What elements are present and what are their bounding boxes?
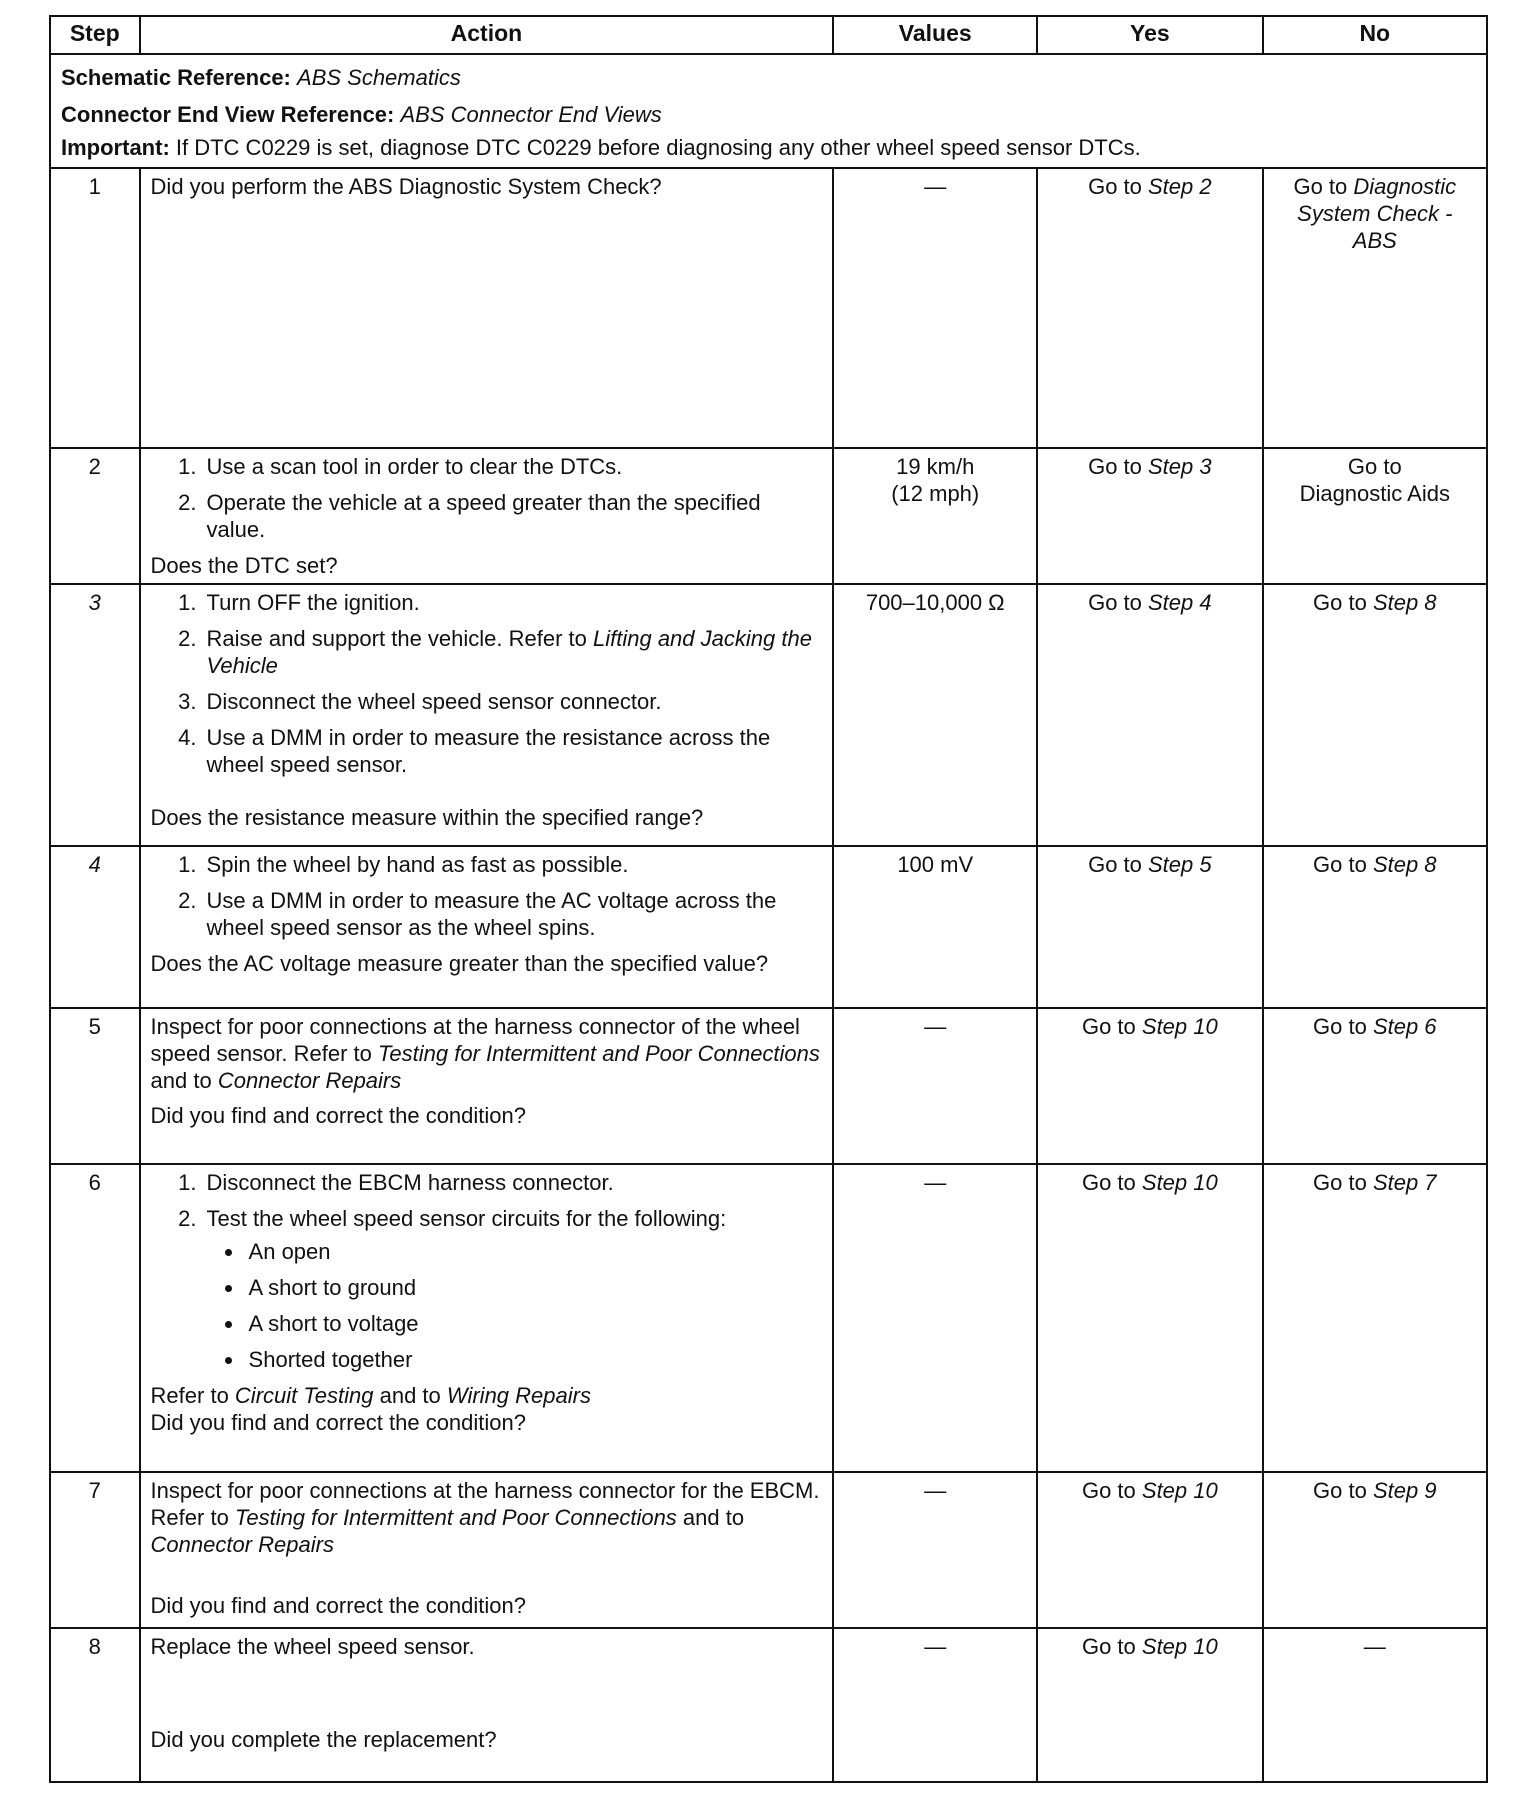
yes-prefix: Go to bbox=[1081, 1478, 1142, 1503]
header-row bbox=[50, 16, 1487, 54]
schematic-link[interactable]: ABS Schematics bbox=[297, 65, 461, 90]
action-question: Did you find and correct the condition? bbox=[150, 1410, 526, 1435]
yes-cell bbox=[1037, 448, 1262, 584]
action-step: 2. Operate the vehicle at a speed greater than the specified value. bbox=[203, 489, 823, 543]
action-steps bbox=[151, 1169, 823, 1373]
yes-link[interactable]: Step 3 bbox=[1148, 454, 1212, 479]
header-action: Action bbox=[140, 16, 834, 54]
action-step: 1. Disconnect the EBCM harness connector. bbox=[203, 1169, 823, 1196]
table-row bbox=[50, 846, 1487, 1008]
schematic-reference bbox=[61, 59, 1476, 96]
action-steps bbox=[151, 589, 823, 778]
important-note bbox=[61, 133, 1476, 163]
action-cell bbox=[140, 1008, 834, 1164]
refer-text bbox=[151, 1382, 823, 1409]
action-step: 1. Spin the wheel by hand as fast as possible. bbox=[203, 851, 823, 878]
yes-prefix: Go to bbox=[1088, 852, 1148, 877]
value-cell: — bbox=[833, 1628, 1037, 1782]
connector-repairs-link[interactable]: Connector Repairs bbox=[150, 1532, 334, 1557]
action-step: 2. Use a DMM in order to measure the AC voltage across the wheel speed sensor as the wheel spins. bbox=[203, 887, 823, 941]
yes-cell bbox=[1037, 1472, 1262, 1628]
lifting-link[interactable]: Lifting and Jacking the Vehicle bbox=[206, 626, 812, 678]
table-row bbox=[50, 1628, 1487, 1782]
yes-prefix: Go to bbox=[1088, 174, 1148, 199]
connector-reference bbox=[61, 96, 1476, 133]
yes-prefix: Go to bbox=[1081, 1170, 1142, 1195]
action-question: Does the DTC set? bbox=[150, 553, 338, 578]
action-text: Did you perform the ABS Diagnostic System Check? bbox=[150, 174, 662, 199]
reference-row bbox=[50, 54, 1487, 168]
value-imperial: (12 mph) bbox=[891, 481, 980, 506]
value-cell: 700–10,000 Ω bbox=[833, 584, 1037, 846]
action-question: Did you find and correct the condition? bbox=[150, 1593, 526, 1618]
no-link[interactable]: Step 8 bbox=[1372, 852, 1437, 877]
no-prefix: Go to bbox=[1313, 1170, 1373, 1195]
header-yes: Yes bbox=[1037, 16, 1262, 54]
action-question: Did you complete the replacement? bbox=[150, 1727, 497, 1752]
yes-link[interactable]: Step 10 bbox=[1141, 1170, 1218, 1195]
step-number: 7 bbox=[50, 1472, 140, 1628]
yes-prefix: Go to bbox=[1081, 1634, 1142, 1659]
step-number: 4 bbox=[50, 846, 140, 1008]
action-text-part: and to bbox=[676, 1505, 745, 1530]
header-step: Step bbox=[50, 16, 140, 54]
value-cell: — bbox=[833, 1164, 1037, 1472]
action-step: 1. Turn OFF the ignition. bbox=[203, 589, 823, 616]
diagnostic-table bbox=[49, 15, 1488, 1783]
table-row bbox=[50, 448, 1487, 584]
table-row bbox=[50, 1164, 1487, 1472]
yes-link[interactable]: Step 10 bbox=[1141, 1634, 1218, 1659]
no-cell: — bbox=[1263, 1628, 1487, 1782]
action-cell bbox=[140, 1164, 834, 1472]
action-text bbox=[151, 1013, 823, 1094]
value-cell: — bbox=[833, 1472, 1037, 1628]
yes-link[interactable]: Step 4 bbox=[1148, 590, 1212, 615]
action-step-text: Raise and support the vehicle. Refer to bbox=[206, 626, 593, 651]
no-cell bbox=[1263, 448, 1487, 584]
action-cell bbox=[140, 168, 834, 448]
condition-item: • Shorted together bbox=[245, 1346, 823, 1373]
connector-label: Connector End View Reference: bbox=[61, 102, 395, 127]
connector-link[interactable]: ABS Connector End Views bbox=[400, 102, 662, 127]
value-cell: 100 mV bbox=[833, 846, 1037, 1008]
step-number: 3 bbox=[50, 584, 140, 846]
step-number: 1 bbox=[50, 168, 140, 448]
yes-link[interactable]: Step 10 bbox=[1141, 1478, 1218, 1503]
step-number: 8 bbox=[50, 1628, 140, 1782]
action-cell bbox=[140, 448, 834, 584]
no-link[interactable]: Step 6 bbox=[1372, 1014, 1437, 1039]
yes-cell bbox=[1037, 1628, 1262, 1782]
connector-repairs-link[interactable]: Connector Repairs bbox=[217, 1068, 402, 1093]
action-question: Did you find and correct the condition? bbox=[150, 1103, 526, 1128]
condition-item: • A short to voltage bbox=[245, 1310, 823, 1337]
testing-link[interactable]: Testing for Intermittent and Poor Connections bbox=[234, 1505, 677, 1530]
important-text: If DTC C0229 is set, diagnose DTC C0229 before diagnosing any other wheel speed sensor DTCs. bbox=[175, 135, 1141, 160]
no-cell bbox=[1263, 584, 1487, 846]
refer-prefix: Refer to bbox=[150, 1383, 235, 1408]
action-steps bbox=[151, 453, 823, 543]
action-text: Replace the wheel speed sensor. bbox=[150, 1634, 475, 1659]
action-text bbox=[151, 1477, 823, 1558]
action-steps bbox=[151, 851, 823, 941]
no-prefix: Go to bbox=[1313, 1014, 1373, 1039]
yes-prefix: Go to bbox=[1088, 590, 1148, 615]
no-link[interactable]: Step 7 bbox=[1372, 1170, 1437, 1195]
value-cell: — bbox=[833, 168, 1037, 448]
header-no: No bbox=[1263, 16, 1487, 54]
yes-link[interactable]: Step 10 bbox=[1141, 1014, 1218, 1039]
circuit-testing-link[interactable]: Circuit Testing bbox=[234, 1383, 374, 1408]
step-number: 6 bbox=[50, 1164, 140, 1472]
no-prefix: Go to bbox=[1293, 174, 1354, 199]
no-cell bbox=[1263, 846, 1487, 1008]
no-prefix: Go to bbox=[1313, 590, 1373, 615]
action-cell bbox=[140, 846, 834, 1008]
action-text-part: and to bbox=[150, 1068, 218, 1093]
yes-cell bbox=[1037, 846, 1262, 1008]
yes-prefix: Go to bbox=[1088, 454, 1148, 479]
action-step: 3. Disconnect the wheel speed sensor connector. bbox=[203, 688, 823, 715]
no-link[interactable]: Diagnostic Aids bbox=[1299, 481, 1450, 506]
no-link[interactable]: Step 9 bbox=[1372, 1478, 1437, 1503]
table-row bbox=[50, 1008, 1487, 1164]
yes-link[interactable]: Step 5 bbox=[1148, 852, 1212, 877]
action-step bbox=[203, 625, 823, 679]
yes-cell bbox=[1037, 168, 1262, 448]
step-number: 2 bbox=[50, 448, 140, 584]
condition-item: • An open bbox=[245, 1238, 823, 1265]
table-row bbox=[50, 584, 1487, 846]
important-label: Important: bbox=[61, 135, 170, 160]
no-link[interactable]: Diagnostic System Check - ABS bbox=[1297, 174, 1457, 253]
no-cell bbox=[1263, 168, 1487, 448]
no-cell bbox=[1263, 1008, 1487, 1164]
value-metric: 19 km/h bbox=[896, 454, 975, 479]
testing-link[interactable]: Testing for Intermittent and Poor Connections bbox=[378, 1041, 820, 1066]
no-cell bbox=[1263, 1164, 1487, 1472]
no-prefix: Go to bbox=[1347, 454, 1402, 479]
wiring-repairs-link[interactable]: Wiring Repairs bbox=[446, 1383, 591, 1408]
action-step-text: Test the wheel speed sensor circuits for the following: bbox=[206, 1206, 727, 1231]
step-number: 5 bbox=[50, 1008, 140, 1164]
yes-cell bbox=[1037, 584, 1262, 846]
no-cell bbox=[1263, 1472, 1487, 1628]
condition-item: • A short to ground bbox=[245, 1274, 823, 1301]
yes-link[interactable]: Step 2 bbox=[1148, 174, 1212, 199]
reference-block bbox=[50, 54, 1487, 168]
value-cell bbox=[833, 448, 1037, 584]
header-values: Values bbox=[833, 16, 1037, 54]
action-cell bbox=[140, 584, 834, 846]
yes-cell bbox=[1037, 1164, 1262, 1472]
condition-list bbox=[207, 1238, 823, 1373]
action-question: Does the resistance measure within the specified range? bbox=[150, 805, 704, 830]
action-step bbox=[203, 1205, 823, 1373]
no-prefix: Go to bbox=[1313, 1478, 1373, 1503]
no-link[interactable]: Step 8 bbox=[1372, 590, 1437, 615]
action-cell bbox=[140, 1472, 834, 1628]
action-question: Does the AC voltage measure greater than the specified value? bbox=[150, 951, 769, 976]
schematic-label: Schematic Reference: bbox=[61, 65, 291, 90]
action-text-part: Inspect for poor connections at the harness connector of the wheel speed sensor. Refer to bbox=[150, 1014, 800, 1066]
action-step: 4. Use a DMM in order to measure the resistance across the wheel speed sensor. bbox=[203, 724, 823, 778]
yes-cell bbox=[1037, 1008, 1262, 1164]
table-row bbox=[50, 168, 1487, 448]
action-step: 1. Use a scan tool in order to clear the DTCs. bbox=[203, 453, 823, 480]
refer-mid: and to bbox=[373, 1383, 447, 1408]
action-text-part: Inspect for poor connections at the harness connector for the EBCM. Refer to bbox=[150, 1478, 820, 1530]
action-cell bbox=[140, 1628, 834, 1782]
no-prefix: Go to bbox=[1313, 852, 1373, 877]
yes-prefix: Go to bbox=[1081, 1014, 1142, 1039]
table-row bbox=[50, 1472, 1487, 1628]
value-cell: — bbox=[833, 1008, 1037, 1164]
